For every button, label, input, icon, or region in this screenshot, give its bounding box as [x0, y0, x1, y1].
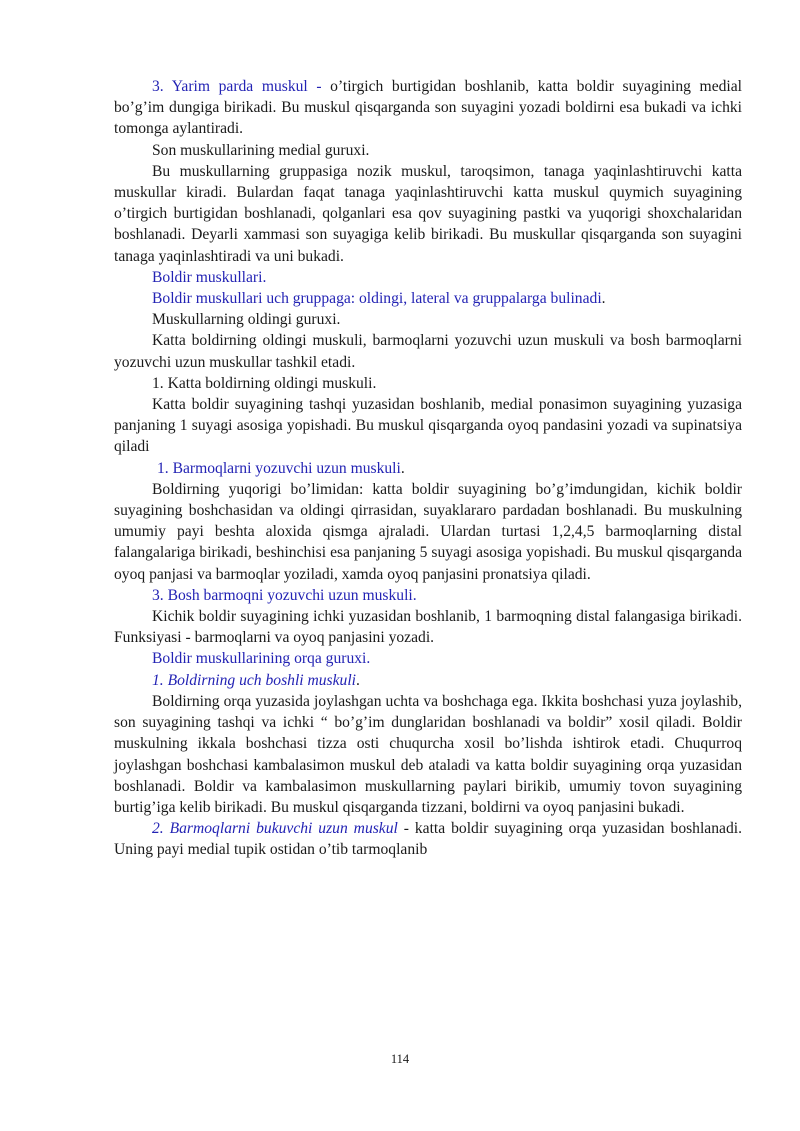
- paragraph-medial-gruppa: Bu muskullarning gruppasiga nozik muskul, taroqsimon, tanaga yaqinlashtiruvchi katta muskullar kiradi. Bulardan faqat tanaga yaqinlashtiruvchi katta muskul quymich suyagining o’tirgich burtigidan boshlanadi, qolganlari esa qov suyagining pastki va yuqorigi shoxchalaridan boshlanadi. Deyarli xammasi son suyagiga kelib birikadi. Bu muskullar qisqarganda son suyagini tanaga yaqinlashtiradi va uni bukadi.: [114, 162, 742, 265]
- document-page: [114, 76, 742, 861]
- punctuation: .: [400, 459, 405, 477]
- paragraph-uch-boshli: Boldirning orqa yuzasida joylashgan uchta va boshchaga ega. Ikkita boshchasi yuza joylashib, son suyagining tashqi va ichki “ bo’g’im dunglaridan boshlanadi va boldir” xosil qiladi. Boldir muskulning ikkala boshchasi tizza osti chuqurcha xosil bo’lishda ishtirok etadi. Chuqurroq joylashgan boshchasi kambalasimon muskul deb ataladi va katta boldir suyagining orqa yuzasidan boshlanadi. Boldir va kambalasimon muskullarning paylari birikib, umumiy tovon suyagining burtig’iga kelib birikadi. Bu muskul qisqarganda tizzani, boldirni va oyoq panjasini bukadi.: [114, 692, 742, 816]
- paragraph-text: o’tirgich burtigidan boshlanib, katta boldir suyagining medial bo’g’im dungiga birikadi. Bu muskul qisqarganda son suyagini yozadi boldirni esa bukadi va ichki tomonga aylantiradi.: [114, 78, 742, 138]
- paragraph-bukuvchi: [114, 818, 742, 860]
- paragraph-oldingi-muskullar: Katta boldirning oldingi muskuli, barmoqlarni yozuvchi uzun muskuli va bosh barmoqlarni yozuvchi uzun muskullar tashkil etadi.: [114, 332, 742, 371]
- paragraph-barmoq-yozuvchi: Boldirning yuqorigi bo’limidan: katta boldir suyagining bo’g’imdungidan, kichik boldir suyagining boshchasidan va oldingi qirrasidan, suyaklararo pardadan boshlanadi. Bu muskulning umumiy payi beshta aloxida qismga ajraladi. Ulardan turtasi 1,2,4,5 barmoqlarning distal falangalariga birikadi, beshinchisi esa panjaning 5 suyagi asosiga yopishadi. Bu muskul qisqarganda oyoq panjasi va barmoqlar yoziladi, xamda oyoq panjasini pronatsiya qiladi.: [114, 480, 742, 583]
- paragraph-barmoq-yozuvchi-heading: [114, 458, 742, 479]
- section-heading: 1. Boldirning uch boshli muskuli: [152, 671, 357, 689]
- subheading-oldingi-guruxi: Muskullarning oldingi guruxi.: [152, 311, 341, 329]
- subheading-medial-guruxi: Son muskullarining medial guruxi.: [152, 141, 370, 159]
- paragraph-uch-boshli-heading: [114, 670, 742, 691]
- paragraph-bosh-barmoq: Kichik boldir suyagining ichki yuzasidan boshlanib, 1 barmoqning distal falangasiga birikadi. Funksiyasi - barmoqlarni va oyoq panjasini yozadi.: [114, 608, 742, 647]
- section-heading: 3. Yarim parda muskul -: [152, 78, 331, 95]
- section-heading-bosh-barmoq: 3. Bosh barmoqni yozuvchi uzun muskuli.: [152, 586, 417, 604]
- paragraph-boldir-gruppalar: [114, 288, 742, 309]
- section-heading: Boldir muskullari uch gruppaga: oldingi, lateral va gruppalarga bulinadi: [152, 290, 602, 308]
- section-heading-orqa-guruxi: Boldir muskullarining orqa guruxi.: [152, 650, 371, 668]
- section-heading: 2. Barmoqlarni bukuvchi uzun muskul: [152, 820, 398, 838]
- subheading-katta-boldir: 1. Katta boldirning oldingi muskuli.: [152, 374, 377, 392]
- punctuation: .: [601, 290, 606, 308]
- paragraph-text: - katta boldir suyagining orqa yuzasidan boshlanadi. Uning payi medial tupik ostidan o’tib tarmoqlanib: [114, 820, 742, 859]
- punctuation: .: [356, 671, 360, 689]
- section-heading-boldir: Boldir muskullari.: [152, 268, 267, 286]
- page-number: 114: [390, 1052, 410, 1066]
- paragraph-yarim-parda: [114, 76, 742, 140]
- section-heading: 1. Barmoqlarni yozuvchi uzun muskuli: [157, 459, 401, 477]
- paragraph-katta-boldir: Katta boldir suyagining tashqi yuzasidan boshlanib, medial ponasimon suyagining yuzasiga panjaning 1 suyagi asosiga yopishadi. Bu muskul qisqarganda oyoq pandasini yozadi va supinatsiya qiladi: [114, 396, 742, 456]
